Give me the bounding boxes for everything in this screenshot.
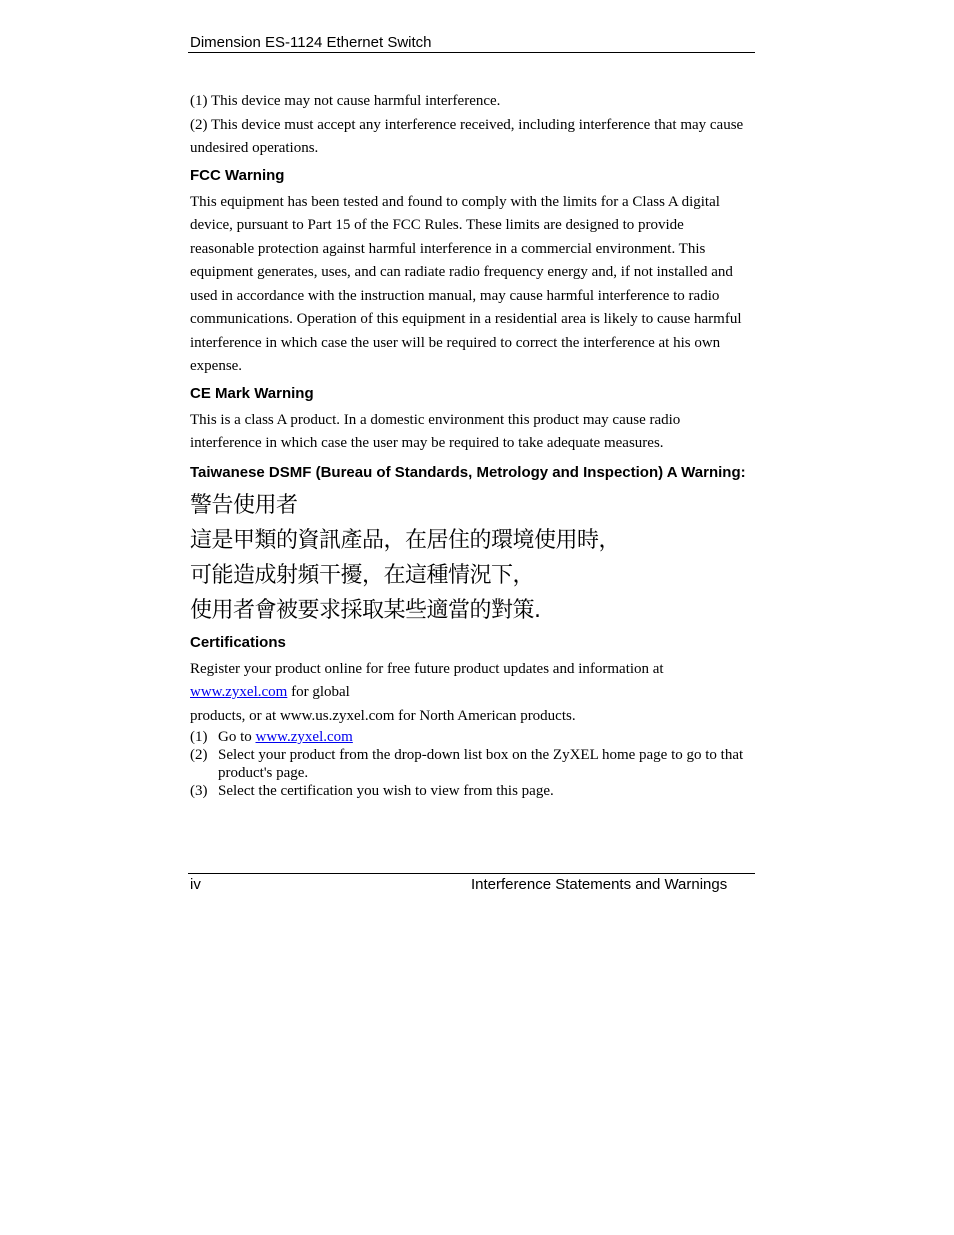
intro-line-1: (1) This device may not cause harmful interference. (190, 93, 501, 109)
taiwan-warning-line-1: 警告使用者 (190, 492, 298, 518)
list-item (190, 782, 750, 800)
page-number: iv (190, 876, 201, 893)
certifications-heading: Certifications (190, 633, 286, 651)
certification-steps-list (190, 728, 750, 800)
step-number: (3) (190, 783, 208, 799)
fcc-warning-heading: FCC Warning (190, 166, 285, 184)
step-text: Select your product from the drop-down list box on the ZyXEL home page to go to that product's page. (218, 747, 744, 781)
ce-mark-heading: CE Mark Warning (190, 384, 314, 402)
certifications-intro: Register your product online for free future product updates and information at (190, 660, 664, 677)
step-number: (2) (190, 747, 208, 763)
certifications-line-3: products, or at www.us.zyxel.com for North American products. (190, 707, 576, 724)
zyxel-website-link[interactable]: www.zyxel.com (190, 684, 288, 700)
step-zyxel-link[interactable]: www.zyxel.com (255, 729, 353, 745)
page-content (190, 90, 750, 800)
header-rule (188, 52, 755, 53)
ce-mark-body: This is a class A product. In a domestic environment this product may cause radio interference in which case the user may be required to take adequate measures. (190, 411, 681, 451)
fcc-warning-body: This equipment has been tested and found to comply with the limits for a Class A digital device, pursuant to Part 15 of the FCC Rules. These limits are designed to provide reasonable protection against harmful interference in a commercial environment. This equipment generates, uses, and can radiate radio frequency energy and, if not installed and used in accordance with the instruction manual, may cause harmful interference to radio communications. Operation of this equipment in a residential area is likely to cause harmful interference in which case the user will be required to correct the interference at his own expense. (190, 193, 742, 374)
taiwan-warning-line-3: 可能造成射頻干擾，在這種情況下， (190, 562, 535, 588)
step-text: Go to (218, 729, 256, 745)
taiwan-warning-line-2: 這是甲類的資訊產品，在居住的環境使用時， (190, 527, 621, 553)
certifications-link-line (190, 681, 750, 705)
footer-rule (188, 873, 755, 874)
list-item (190, 746, 750, 782)
taiwan-warning-line-4: 使用者會被要求採取某些適當的對策. (190, 597, 541, 623)
step-text: Select the certification you wish to view from this page. (218, 783, 554, 799)
intro-line-2: (2) This device must accept any interference received, including interference that may cause undesired operations. (190, 116, 744, 156)
running-footer-title: Interference Statements and Warnings (471, 876, 728, 893)
taiwanese-dsmf-heading: Taiwanese DSMF (Bureau of Standards, Metrology and Inspection) A Warning: (190, 463, 746, 481)
step-number: (1) (190, 729, 208, 745)
certifications-after-link: for global (287, 684, 350, 700)
list-item (190, 728, 750, 746)
running-header-title: Dimension ES-1124 Ethernet Switch (190, 34, 432, 51)
